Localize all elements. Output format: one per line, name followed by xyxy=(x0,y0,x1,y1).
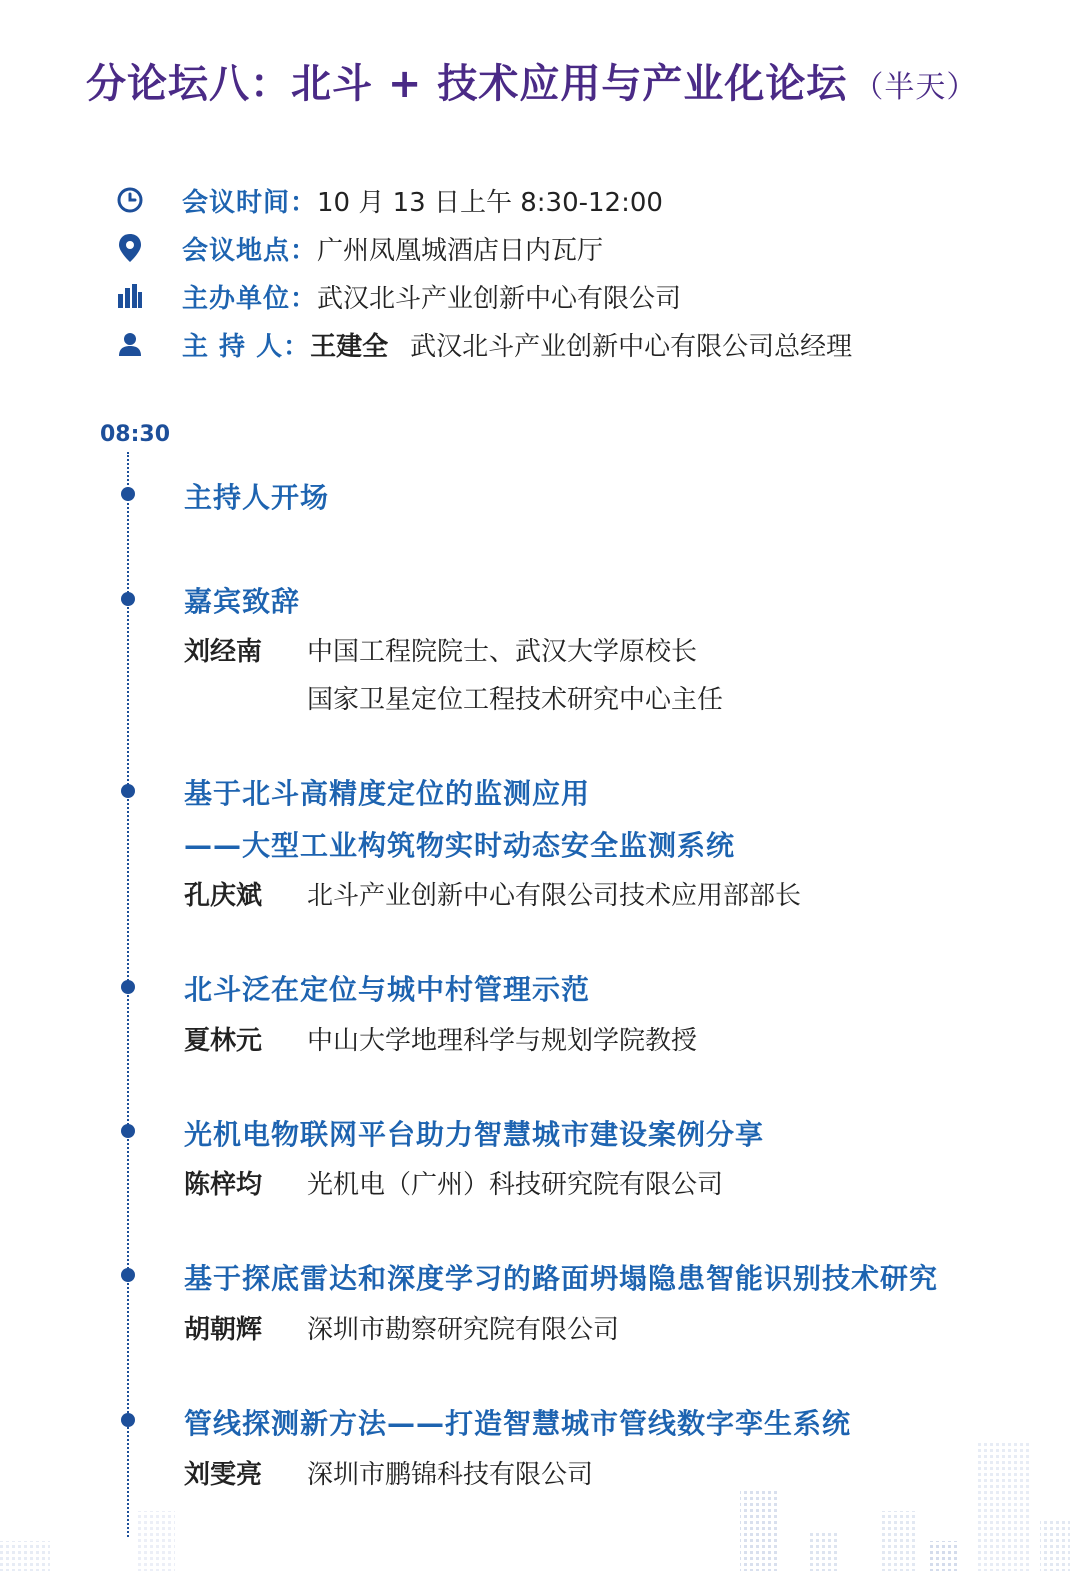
speaker-name: 胡朝辉 xyxy=(184,1315,263,1345)
page-title xyxy=(86,52,977,109)
title-suffix: （半天） xyxy=(853,70,978,105)
speaker-title: 中国工程院院士、武汉大学原校长 xyxy=(307,637,698,667)
info-value xyxy=(310,326,852,363)
building-icon xyxy=(112,278,148,314)
info-label: 主 持 人： xyxy=(182,331,311,362)
host-name: 王建全 xyxy=(310,331,389,362)
timeline-dot xyxy=(121,784,135,798)
info-label: 会议时间： xyxy=(182,187,318,218)
agenda-topic: 主持人开场 xyxy=(184,481,330,514)
info-label: 会议地点： xyxy=(182,235,318,266)
timeline-dot xyxy=(121,487,135,501)
info-row-organizer xyxy=(112,272,681,320)
timeline-line xyxy=(127,452,129,1537)
person-icon xyxy=(112,326,148,362)
clock-icon xyxy=(112,182,148,218)
skyline-decoration-left xyxy=(0,1491,200,1571)
agenda-topic: 管线探测新方法——打造智慧城市管线数字孪生系统 xyxy=(184,1407,852,1440)
agenda-topic: 基于探底雷达和深度学习的路面坍塌隐患智能识别技术研究 xyxy=(184,1262,939,1295)
speaker-title: 北斗产业创新中心有限公司技术应用部部长 xyxy=(307,881,802,911)
speaker-name: 刘雯亮 xyxy=(184,1460,263,1490)
timeline-dot xyxy=(121,980,135,994)
timeline-dot xyxy=(121,1124,135,1138)
speaker-title: 深圳市鹏锦科技有限公司 xyxy=(307,1460,594,1490)
info-value: 武汉北斗产业创新中心有限公司 xyxy=(317,283,682,314)
info-label: 主办单位： xyxy=(182,283,318,314)
timeline-dot xyxy=(121,1413,135,1427)
agenda-topic: 光机电物联网平台助力智慧城市建设案例分享 xyxy=(184,1118,765,1151)
info-row-location xyxy=(112,224,603,272)
title-main: 分论坛八：北斗 + 技术应用与产业化论坛 xyxy=(86,61,848,107)
speaker-title: 中山大学地理科学与规划学院教授 xyxy=(307,1026,698,1056)
location-pin-icon xyxy=(112,230,148,266)
info-value: 广州凤凰城酒店日内瓦厅 xyxy=(317,235,604,266)
info-row-host xyxy=(112,320,852,368)
skyline-decoration xyxy=(720,1431,1080,1571)
agenda-topic: 基于北斗高精度定位的监测应用 xyxy=(184,777,591,810)
speaker-name: 刘经南 xyxy=(184,637,263,667)
agenda-topic: 北斗泛在定位与城中村管理示范 xyxy=(184,973,591,1006)
info-value: 10 月 13 日上午 8:30-12:00 xyxy=(317,187,663,218)
speaker-name: 陈梓均 xyxy=(184,1170,263,1200)
timeline-dot xyxy=(121,1268,135,1282)
info-row-time xyxy=(112,176,663,224)
agenda-topic: 嘉宾致辞 xyxy=(184,585,301,618)
agenda-subtopic: ——大型工业构筑物实时动态安全监测系统 xyxy=(184,829,736,862)
speaker-name: 夏林元 xyxy=(184,1026,263,1056)
agenda-start-time: 08:30 xyxy=(100,422,171,447)
speaker-title: 国家卫星定位工程技术研究中心主任 xyxy=(307,685,724,715)
speaker-title: 深圳市勘察研究院有限公司 xyxy=(307,1315,620,1345)
speaker-name: 孔庆斌 xyxy=(184,881,263,911)
timeline-dot xyxy=(121,592,135,606)
host-title: 武汉北斗产业创新中心有限公司总经理 xyxy=(410,331,853,362)
speaker-title: 光机电（广州）科技研究院有限公司 xyxy=(307,1170,724,1200)
